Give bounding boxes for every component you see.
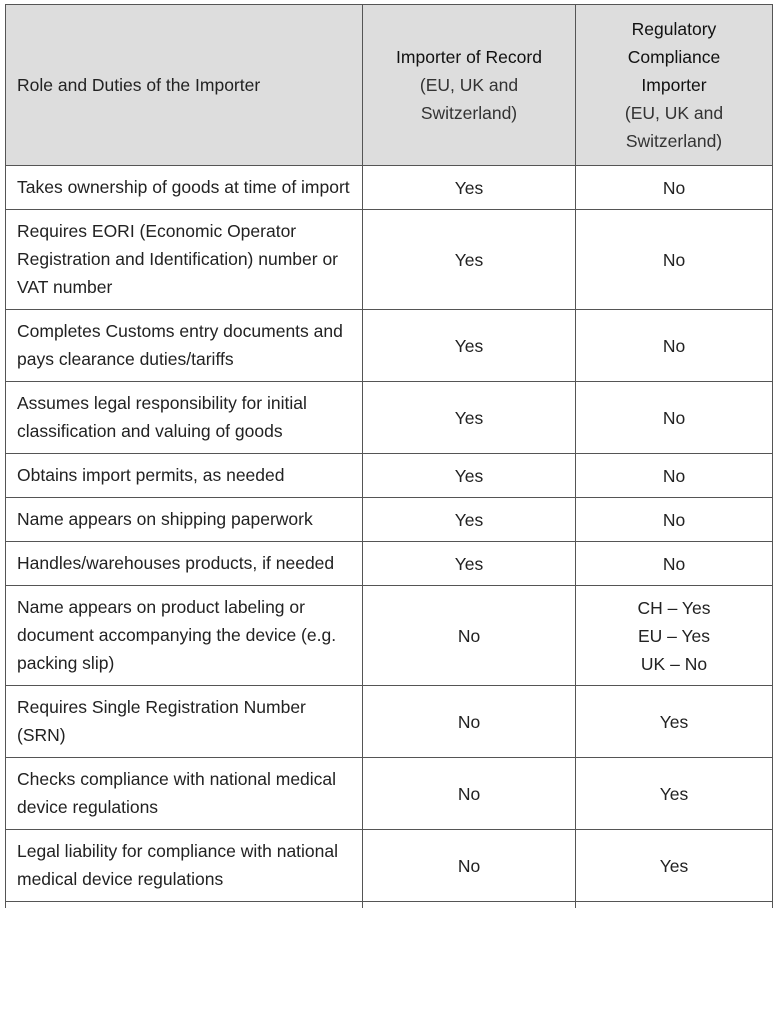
table-row (6, 454, 773, 498)
duty-cell: Legal liability for compliance with national medical device regulations (6, 830, 363, 902)
regulatory-compliance-importer-value: No (662, 553, 686, 574)
table-row (6, 498, 773, 542)
header-row (6, 5, 773, 166)
regulatory-compliance-importer-cell (576, 382, 773, 454)
rci-title-line: Regulatory (631, 19, 717, 39)
regulatory-compliance-importer-value: Yes (659, 855, 689, 876)
duty-cell: Requires EORI (Economic Operator Registration and Identification) number or VAT number (6, 210, 363, 310)
importer-of-record-value: Yes (454, 335, 484, 356)
regulatory-compliance-importer-cell (576, 830, 773, 902)
regulatory-compliance-importer-value: No (662, 177, 686, 198)
empty-cell (6, 902, 363, 909)
duty-cell: Handles/warehouses products, if needed (6, 542, 363, 586)
importer-of-record-value: No (457, 783, 481, 804)
table-row (6, 210, 773, 310)
importer-of-record-cell (363, 758, 576, 830)
regulatory-compliance-importer-value: Yes (659, 711, 689, 732)
importer-of-record-value: Yes (454, 407, 484, 428)
duty-cell: Name appears on shipping paperwork (6, 498, 363, 542)
regulatory-compliance-importer-cell (576, 454, 773, 498)
rci-title-line: Importer (641, 75, 707, 95)
regulatory-compliance-importer-cell (576, 542, 773, 586)
importer-of-record-cell (363, 310, 576, 382)
importer-of-record-cell (363, 686, 576, 758)
importer-of-record-cell (363, 830, 576, 902)
duty-cell: Checks compliance with national medical device regulations (6, 758, 363, 830)
table-row (6, 686, 773, 758)
regulatory-compliance-importer-cell (576, 686, 773, 758)
regulatory-compliance-importer-value: No (662, 249, 686, 270)
regulatory-compliance-importer-value: CH – Yes (637, 597, 711, 618)
importer-of-record-value: Yes (454, 249, 484, 270)
importer-of-record-value: Yes (454, 177, 484, 198)
rci-subtitle-line: Switzerland) (625, 131, 723, 151)
table-row-cut-off (6, 902, 773, 909)
table-row (6, 830, 773, 902)
table-body (6, 166, 773, 909)
regulatory-compliance-importer-cell (576, 498, 773, 542)
importer-of-record-cell (363, 382, 576, 454)
duty-cell: Takes ownership of goods at time of import (6, 166, 363, 210)
regulatory-compliance-importer-value: No (662, 407, 686, 428)
table-row (6, 542, 773, 586)
importer-of-record-cell (363, 498, 576, 542)
regulatory-compliance-importer-value: No (662, 465, 686, 486)
rci-title-line: Compliance (627, 47, 721, 67)
table-row (6, 586, 773, 686)
table-row (6, 310, 773, 382)
regulatory-compliance-importer-cell (576, 310, 773, 382)
importer-of-record-cell (363, 454, 576, 498)
importer-of-record-cell (363, 166, 576, 210)
importer-of-record-column-header (363, 5, 576, 166)
empty-cell (576, 902, 773, 909)
table-row (6, 166, 773, 210)
duty-cell: Requires Single Registration Number (SRN) (6, 686, 363, 758)
table-header (6, 5, 773, 166)
importer-of-record-title: Importer of Record (396, 47, 542, 67)
regulatory-compliance-importer-value: UK – No (640, 653, 708, 674)
rci-subtitle-line: (EU, UK and (624, 103, 724, 123)
duty-cell: Name appears on product labeling or document accompanying the device (e.g. packing slip) (6, 586, 363, 686)
regulatory-compliance-importer-column-header (576, 5, 773, 166)
importer-of-record-value: No (457, 625, 481, 646)
importer-of-record-cell (363, 586, 576, 686)
regulatory-compliance-importer-cell (576, 758, 773, 830)
duty-cell: Assumes legal responsibility for initial classification and valuing of goods (6, 382, 363, 454)
importer-of-record-value: No (457, 711, 481, 732)
regulatory-compliance-importer-value: No (662, 335, 686, 356)
empty-cell (363, 902, 576, 909)
regulatory-compliance-importer-value: No (662, 509, 686, 530)
importer-duties-table (5, 4, 773, 908)
regulatory-compliance-importer-value: Yes (659, 783, 689, 804)
table-row (6, 758, 773, 830)
regulatory-compliance-importer-cell (576, 586, 773, 686)
regulatory-compliance-importer-value: EU – Yes (638, 625, 710, 646)
importer-of-record-subtitle-line: Switzerland) (420, 103, 518, 123)
importer-of-record-cell (363, 210, 576, 310)
importer-of-record-value: No (457, 855, 481, 876)
importer-of-record-cell (363, 542, 576, 586)
duty-cell: Obtains import permits, as needed (6, 454, 363, 498)
duty-cell: Completes Customs entry documents and pays clearance duties/tariffs (6, 310, 363, 382)
importer-of-record-value: Yes (454, 465, 484, 486)
importer-of-record-value: Yes (454, 509, 484, 530)
regulatory-compliance-importer-cell (576, 166, 773, 210)
regulatory-compliance-importer-cell (576, 210, 773, 310)
table-row (6, 382, 773, 454)
importer-of-record-subtitle-line: (EU, UK and (419, 75, 519, 95)
importer-of-record-value: Yes (454, 553, 484, 574)
role-column-header: Role and Duties of the Importer (6, 5, 363, 166)
